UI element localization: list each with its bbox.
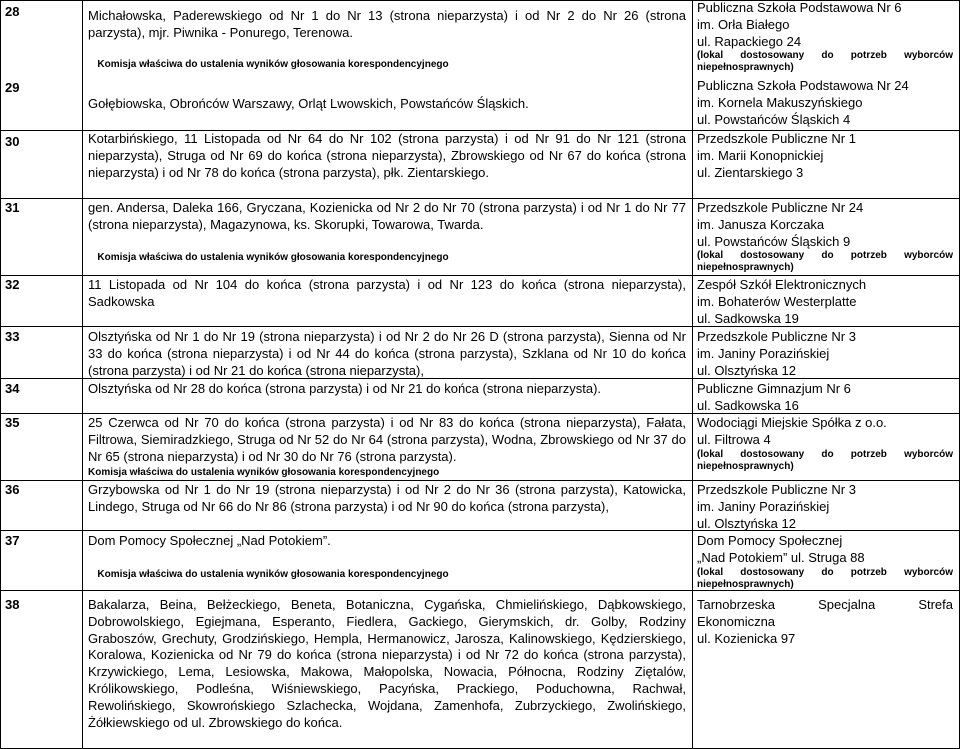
correspondence-vote-note: Komisja właściwa do ustalenia wyników głosowania korespondencyjnego	[97, 59, 449, 70]
row-number: 29	[5, 80, 20, 95]
row-number: 35	[5, 415, 20, 430]
row-description: Kotarbińskiego, 11 Listopada od Nr 64 do Nr 102 (strona parzysta) i od Nr 91 do Nr 121 (strona nieparzysta), Struga od Nr 69 do końca (strona nieparzysta), Zbrowskiego od Nr 67 do końca (strona nieparzysta) i od Nr 78 do końca (strona parzysta), płk. Zientarskiego.	[88, 131, 686, 180]
column-divider	[692, 0, 693, 749]
location-patron: im. Janiny Porazińskiej	[697, 498, 830, 514]
row-number: 38	[5, 597, 20, 612]
correspondence-vote-note: Komisja właściwa do ustalenia wyników głosowania korespondencyjnego	[97, 252, 449, 263]
row-description: 11 Listopada od Nr 104 do końca (strona parzysta) i od Nr 123 do końca (strona nieparzysta), Sadkowska	[88, 277, 686, 309]
location-name: Publiczne Gimnazjum Nr 6	[697, 381, 851, 396]
location-name: Przedszkole Publiczne Nr 3	[697, 329, 856, 344]
accessibility-note: (lokal dostosowany do potrzeb wyborców niepełnosprawnych)	[697, 250, 953, 274]
location-name: Publiczna Szkoła Podstawowa Nr 24	[697, 78, 909, 93]
location-name: Wodociągi Miejskie Spółka z o.o.	[697, 415, 887, 430]
row-description: Olsztyńska od Nr 28 do końca (strona parzysta) i od Nr 21 do końca (strona nieparzysta).	[88, 381, 602, 396]
row-number: 31	[5, 200, 20, 215]
row-number: 33	[5, 329, 20, 344]
polling-location	[697, 277, 953, 327]
location-address: ul. Rapackiego 24	[697, 33, 802, 49]
correspondence-vote-note: Komisja właściwa do ustalenia wyników głosowania korespondencyjnego	[88, 467, 440, 478]
row-number: 37	[5, 533, 20, 548]
polling-location	[697, 415, 953, 473]
polling-location	[697, 329, 953, 379]
location-name: Dom Pomocy Społecznej	[697, 533, 843, 548]
location-name-word: Tarnobrzeska	[697, 597, 776, 612]
location-name: Publiczna Szkoła Podstawowa Nr 6	[697, 0, 902, 15]
location-address: ul. Olsztyńska 12	[697, 515, 796, 531]
row-number: 36	[5, 482, 20, 497]
row-number: 28	[5, 4, 20, 19]
location-name: Przedszkole Publiczne Nr 3	[697, 482, 856, 497]
column-divider	[82, 0, 83, 749]
row-description: Bakalarza, Beina, Bełżeckiego, Beneta, Botaniczna, Cygańska, Chmielińskiego, Dąbkowskiego, Dobrowolskiego, Egiejmana, Esperanto, Fiedlera, Gackiego, Gierymskich, dr. Golby, Rodziny Graboszów, Grechuty, Grodzińskiego, Hempla, Hermanowicz, Jarosza, Kalinowskiego, Kędzierskiego, Koralowa, Kozienicka od Nr 79 do końca (strona nieparzysta) i od Nr 72 do końca (strona parzysta), Krzywickiego, Lema, Lesiowska, Makowa, Małopolska, Nowacia, Północna, Rodziny Ziętalów, Królikowskiego, Podleśna, Wiśniewskiego, Pacyńska, Prackiego, Poduchowna, Rachwał, Rewolińskiego, Skowrońskiego Szlachecka, Wojdana, Zamenhofa, Zubrzyckiego, Zwolińskiego, Żółkiewskiego od ul. Zbrowskiego do końca.	[88, 597, 686, 730]
polling-location	[697, 131, 953, 181]
location-address: ul. Powstańców Śląskich 9	[697, 233, 851, 249]
row-description: Dom Pomocy Społecznej „Nad Potokiem”.	[88, 533, 331, 548]
polling-location	[697, 78, 953, 128]
location-name: Zespół Szkół Elektronicznych	[697, 277, 867, 292]
polling-location	[697, 381, 953, 415]
row-description: Gołębiowska, Obrońców Warszawy, Orląt Lwowskich, Powstańców Śląskich.	[88, 96, 529, 111]
polling-location	[697, 482, 953, 532]
correspondence-vote-note: Komisja właściwa do ustalenia wyników głosowania korespondencyjnego	[97, 569, 449, 580]
location-address: ul. Sadkowska 19	[697, 310, 799, 326]
location-patron: im. Janiny Porazińskiej	[697, 345, 830, 361]
row-description: 25 Czerwca od Nr 70 do końca (strona parzysta) i od Nr 83 do końca (strona nieparzysta), Fałata, Filtrowa, Siemiradzkiego, Struga od Nr 52 do Nr 64 (strona parzysta), Wodna, Zbrowskiego od Nr 37 do Nr 65 (strona nieparzysta) i od Nr 30 do Nr 76 (strona parzysta).	[88, 415, 686, 464]
location-patron: im. Marii Konopnickiej	[697, 147, 824, 163]
row-number: 34	[5, 381, 20, 396]
location-patron: im. Kornela Makuszyńskiego	[697, 94, 863, 110]
row-divider	[0, 198, 960, 199]
polling-location	[697, 0, 953, 74]
polling-location	[697, 200, 953, 274]
location-patron: im. Janusza Korczaka	[697, 216, 825, 232]
row-description: Grzybowska od Nr 1 do Nr 19 (strona nieparzysta) i od Nr 2 do Nr 36 (strona parzysta), Katowicka, Lindego, Struga od Nr 66 do Nr 86 (strona parzysta) i od Nr 90 do końca (strona parzysta),	[88, 482, 686, 514]
row-description: Olsztyńska od Nr 1 do Nr 19 (strona nieparzysta) i od Nr 2 do Nr 26 D (strona parzysta), Sienna od Nr 33 do końca (strona nieparzysta) i od Nr 44 do końca (strona parzysta), Szklana od Nr 10 do końca (strona parzysta) i od Nr 21 do końca (strona nieparzysta),	[88, 329, 686, 378]
row-number: 32	[5, 277, 20, 292]
location-address: ul. Sadkowska 16	[697, 397, 799, 413]
location-address: „Nad Potokiem” ul. Struga 88	[697, 549, 865, 565]
location-name: Przedszkole Publiczne Nr 1	[697, 131, 856, 146]
row-divider	[0, 275, 960, 276]
location-address: ul. Kozienicka 97	[697, 630, 796, 646]
accessibility-note: (lokal dostosowany do potrzeb wyborców niepełnosprawnych)	[697, 448, 953, 472]
row-divider	[0, 480, 960, 481]
location-name-word: Strefa	[918, 597, 953, 612]
row-number: 30	[5, 134, 20, 149]
column-divider	[0, 0, 1, 749]
location-address: ul. Powstańców Śląskich 4	[697, 111, 851, 127]
location-name: Przedszkole Publiczne Nr 24	[697, 200, 864, 215]
accessibility-note: (lokal dostosowany do potrzeb wyborców niepełnosprawnych)	[697, 50, 953, 74]
polling-location	[697, 533, 953, 591]
location-address: ul. Olsztyńska 12	[697, 362, 796, 378]
location-patron: im. Bohaterów Westerplatte	[697, 293, 857, 309]
row-description: gen. Andersa, Daleka 166, Gryczana, Kozienicka od Nr 2 do Nr 70 (strona parzysta) i od Nr 1 do Nr 77 (strona nieparzysta), Magazynowa, ks. Skorupki, Towarowa, Twarda.	[88, 200, 686, 232]
location-address: ul. Filtrowa 4	[697, 431, 771, 447]
location-name-continued: Ekonomiczna	[697, 613, 776, 629]
location-address: ul. Zientarskiego 3	[697, 164, 804, 180]
location-patron: im. Orła Białego	[697, 16, 790, 32]
polling-location	[697, 597, 953, 647]
accessibility-note: (lokal dostosowany do potrzeb wyborców niepełnosprawnych)	[697, 566, 953, 590]
location-name-word: Specjalna	[818, 597, 876, 612]
location-name	[697, 597, 953, 614]
row-description: Michałowska, Paderewskiego od Nr 1 do Nr 13 (strona nieparzysta) i od Nr 2 do Nr 26 (strona parzysta), mjr. Piwnika - Ponurego, Terenowa.	[88, 8, 686, 40]
